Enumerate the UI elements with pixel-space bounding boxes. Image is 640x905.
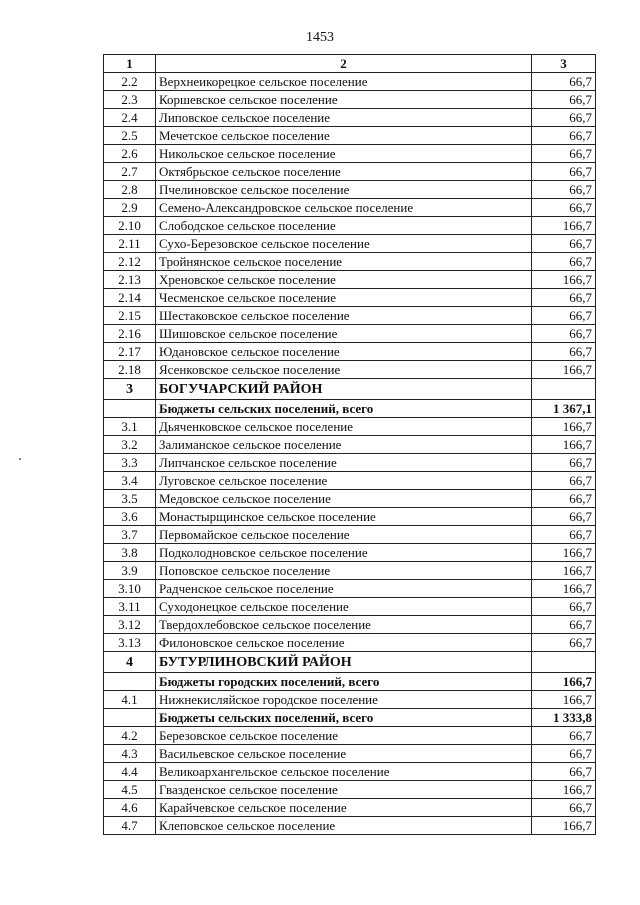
row-number-cell: 2.2	[104, 73, 156, 91]
table-row	[104, 526, 596, 544]
row-name-cell: Липчанское сельское поселение	[156, 454, 532, 472]
row-value-cell: 66,7	[532, 181, 596, 199]
row-value-cell: 66,7	[532, 163, 596, 181]
row-number-cell: 3.6	[104, 508, 156, 526]
row-value-cell: 66,7	[532, 634, 596, 652]
row-value-cell: 66,7	[532, 343, 596, 361]
subtotal-row	[104, 673, 596, 691]
row-number-cell	[104, 709, 156, 727]
table-row	[104, 361, 596, 379]
table-row	[104, 817, 596, 835]
column-header-value: 3	[532, 55, 596, 73]
column-header-number: 1	[104, 55, 156, 73]
row-value-cell: 66,7	[532, 508, 596, 526]
row-name-cell: Шестаковское сельское поселение	[156, 307, 532, 325]
row-value-cell: 166,7	[532, 580, 596, 598]
scan-dot-mark	[19, 458, 21, 460]
row-name-cell: Радченское сельское поселение	[156, 580, 532, 598]
table-row	[104, 253, 596, 271]
row-value-cell: 66,7	[532, 127, 596, 145]
row-value-cell: 66,7	[532, 472, 596, 490]
row-number-cell: 4.3	[104, 745, 156, 763]
row-value-cell: 66,7	[532, 91, 596, 109]
row-name-cell: Октябрьское сельское поселение	[156, 163, 532, 181]
row-name-cell: Семено-Александровское сельское поселение	[156, 199, 532, 217]
row-number-cell	[104, 400, 156, 418]
subtotal-row	[104, 709, 596, 727]
row-number-cell: 2.17	[104, 343, 156, 361]
row-value-cell: 166,7	[532, 817, 596, 835]
row-number-cell: 4.2	[104, 727, 156, 745]
table-row	[104, 763, 596, 781]
row-number-cell: 3	[104, 379, 156, 400]
table-row	[104, 199, 596, 217]
row-number-cell: 3.4	[104, 472, 156, 490]
row-number-cell: 4.7	[104, 817, 156, 835]
row-number-cell: 3.1	[104, 418, 156, 436]
column-header-name: 2	[156, 55, 532, 73]
table-row	[104, 508, 596, 526]
row-number-cell: 2.13	[104, 271, 156, 289]
row-number-cell: 3.8	[104, 544, 156, 562]
row-value-cell: 66,7	[532, 325, 596, 343]
row-name-cell: Карайчевское сельское поселение	[156, 799, 532, 817]
table-row	[104, 691, 596, 709]
row-name-cell: Юдановское сельское поселение	[156, 343, 532, 361]
section-row	[104, 379, 596, 400]
row-number-cell: 4.5	[104, 781, 156, 799]
row-value-cell: 66,7	[532, 199, 596, 217]
row-name-cell: Залиманское сельское поселение	[156, 436, 532, 454]
row-value-cell	[532, 379, 596, 400]
row-value-cell: 166,7	[532, 418, 596, 436]
row-number-cell: 2.4	[104, 109, 156, 127]
row-name-cell: Слободское сельское поселение	[156, 217, 532, 235]
row-number-cell: 3.3	[104, 454, 156, 472]
row-name-cell: Липовское сельское поселение	[156, 109, 532, 127]
row-name-cell: Никольское сельское поселение	[156, 145, 532, 163]
row-number-cell: 2.14	[104, 289, 156, 307]
row-number-cell: 3.9	[104, 562, 156, 580]
row-number-cell: 3.10	[104, 580, 156, 598]
row-number-cell: 3.11	[104, 598, 156, 616]
row-name-cell: Коршевское сельское поселение	[156, 91, 532, 109]
table-row	[104, 616, 596, 634]
row-name-cell: Дьяченковское сельское поселение	[156, 418, 532, 436]
row-number-cell: 2.8	[104, 181, 156, 199]
table-row	[104, 781, 596, 799]
row-name-cell: Медовское сельское поселение	[156, 490, 532, 508]
table-row	[104, 343, 596, 361]
row-value-cell: 66,7	[532, 745, 596, 763]
row-number-cell: 4.4	[104, 763, 156, 781]
row-value-cell: 166,7	[532, 436, 596, 454]
table-row	[104, 472, 596, 490]
row-value-cell: 66,7	[532, 526, 596, 544]
row-value-cell: 66,7	[532, 289, 596, 307]
table-row	[104, 127, 596, 145]
row-number-cell: 3.12	[104, 616, 156, 634]
table-row	[104, 745, 596, 763]
page-number: 1453	[306, 30, 334, 45]
table-row	[104, 73, 596, 91]
table-body	[104, 73, 596, 835]
row-value-cell: 166,7	[532, 361, 596, 379]
table-row	[104, 325, 596, 343]
subtotal-row	[104, 400, 596, 418]
row-number-cell: 4.6	[104, 799, 156, 817]
row-number-cell: 2.9	[104, 199, 156, 217]
budget-table	[103, 54, 596, 835]
row-number-cell: 2.7	[104, 163, 156, 181]
row-number-cell: 2.11	[104, 235, 156, 253]
row-name-cell: Пчелиновское сельское поселение	[156, 181, 532, 199]
row-value-cell: 1 367,1	[532, 400, 596, 418]
row-name-cell: Березовское сельское поселение	[156, 727, 532, 745]
row-number-cell: 2.10	[104, 217, 156, 235]
row-value-cell: 66,7	[532, 799, 596, 817]
row-number-cell: 4	[104, 652, 156, 673]
row-number-cell: 3.5	[104, 490, 156, 508]
row-number-cell: 2.5	[104, 127, 156, 145]
row-number-cell: 2.18	[104, 361, 156, 379]
table-row	[104, 634, 596, 652]
row-value-cell: 66,7	[532, 73, 596, 91]
table-row	[104, 235, 596, 253]
table-row	[104, 598, 596, 616]
row-value-cell: 166,7	[532, 781, 596, 799]
row-name-cell: Суходонецкое сельское поселение	[156, 598, 532, 616]
row-name-cell: Монастырщинское сельское поселение	[156, 508, 532, 526]
table-row	[104, 91, 596, 109]
row-name-cell: Шишовское сельское поселение	[156, 325, 532, 343]
row-value-cell: 66,7	[532, 253, 596, 271]
table-row	[104, 727, 596, 745]
row-name-cell: Подколодновское сельское поселение	[156, 544, 532, 562]
row-name-cell: Чесменское сельское поселение	[156, 289, 532, 307]
row-name-cell: Первомайское сельское поселение	[156, 526, 532, 544]
row-name-cell: Бюджеты городских поселений, всего	[156, 673, 532, 691]
row-value-cell: 66,7	[532, 307, 596, 325]
row-name-cell: Ясенковское сельское поселение	[156, 361, 532, 379]
row-value-cell: 166,7	[532, 217, 596, 235]
table-row	[104, 799, 596, 817]
table-row	[104, 490, 596, 508]
row-name-cell: Клеповское сельское поселение	[156, 817, 532, 835]
row-name-cell: Великоархангельское сельское поселение	[156, 763, 532, 781]
row-name-cell: Верхнеикорецкое сельское поселение	[156, 73, 532, 91]
row-value-cell: 66,7	[532, 109, 596, 127]
row-number-cell: 2.6	[104, 145, 156, 163]
table-row	[104, 418, 596, 436]
row-value-cell: 66,7	[532, 454, 596, 472]
row-value-cell: 66,7	[532, 598, 596, 616]
row-value-cell: 66,7	[532, 727, 596, 745]
row-name-cell: БУТУРЛИНОВСКИЙ РАЙОН	[156, 652, 532, 673]
row-name-cell: Сухо-Березовское сельское поселение	[156, 235, 532, 253]
row-name-cell: Гвазденское сельское поселение	[156, 781, 532, 799]
row-name-cell: Твердохлебовское сельское поселение	[156, 616, 532, 634]
row-name-cell: Поповское сельское поселение	[156, 562, 532, 580]
row-name-cell: Хреновское сельское поселение	[156, 271, 532, 289]
table-row	[104, 307, 596, 325]
table-row	[104, 289, 596, 307]
row-number-cell: 4.1	[104, 691, 156, 709]
row-name-cell: Филоновское сельское поселение	[156, 634, 532, 652]
row-number-cell: 3.13	[104, 634, 156, 652]
row-name-cell: Мечетское сельское поселение	[156, 127, 532, 145]
table-row	[104, 271, 596, 289]
section-row	[104, 652, 596, 673]
table-header-row	[104, 55, 596, 73]
row-value-cell: 166,7	[532, 271, 596, 289]
table-row	[104, 217, 596, 235]
row-value-cell: 166,7	[532, 562, 596, 580]
row-number-cell: 2.16	[104, 325, 156, 343]
row-value-cell: 166,7	[532, 691, 596, 709]
row-value-cell: 66,7	[532, 763, 596, 781]
row-number-cell: 2.12	[104, 253, 156, 271]
row-name-cell: Васильевское сельское поселение	[156, 745, 532, 763]
table-row	[104, 544, 596, 562]
row-value-cell: 66,7	[532, 616, 596, 634]
row-number-cell: 3.2	[104, 436, 156, 454]
table-row	[104, 109, 596, 127]
row-number-cell: 3.7	[104, 526, 156, 544]
row-name-cell: Бюджеты сельских поселений, всего	[156, 400, 532, 418]
row-name-cell: БОГУЧАРСКИЙ РАЙОН	[156, 379, 532, 400]
row-value-cell: 1 333,8	[532, 709, 596, 727]
row-number-cell: 2.3	[104, 91, 156, 109]
table-row	[104, 181, 596, 199]
table-row	[104, 436, 596, 454]
table-row	[104, 562, 596, 580]
row-name-cell: Луговское сельское поселение	[156, 472, 532, 490]
row-number-cell	[104, 673, 156, 691]
row-number-cell: 2.15	[104, 307, 156, 325]
row-name-cell: Бюджеты сельских поселений, всего	[156, 709, 532, 727]
row-value-cell: 66,7	[532, 145, 596, 163]
table-row	[104, 580, 596, 598]
row-value-cell: 166,7	[532, 544, 596, 562]
row-value-cell: 66,7	[532, 235, 596, 253]
row-value-cell: 166,7	[532, 673, 596, 691]
row-name-cell: Тройнянское сельское поселение	[156, 253, 532, 271]
table-row	[104, 145, 596, 163]
row-name-cell: Нижнекисляйское городское поселение	[156, 691, 532, 709]
row-value-cell	[532, 652, 596, 673]
table-row	[104, 163, 596, 181]
table-row	[104, 454, 596, 472]
row-value-cell: 66,7	[532, 490, 596, 508]
